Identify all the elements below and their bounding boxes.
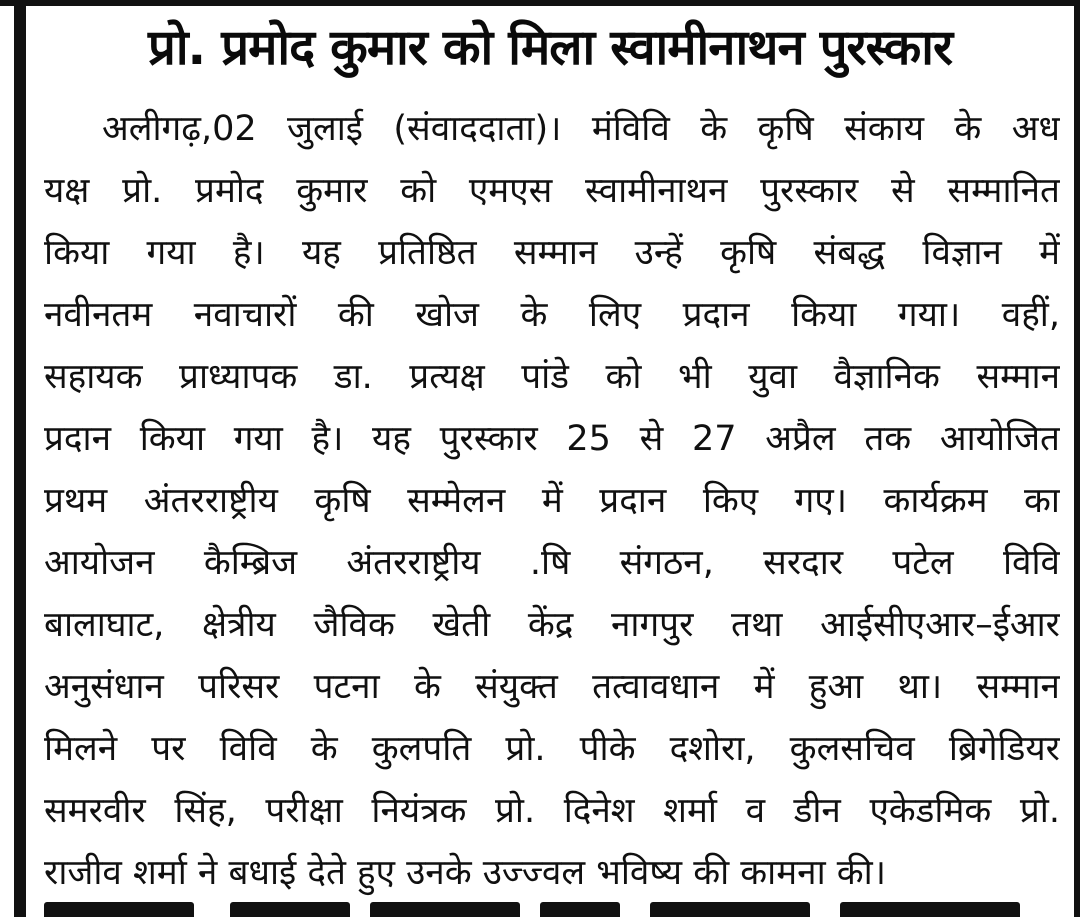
article-line: मिलने पर विवि के कुलपति प्रो. पीके दशोरा, कुलसचिव ब्रिगेडियर bbox=[44, 729, 1060, 769]
article-line: प्रदान किया गया है। यह पुरस्कार 25 से 27 अप्रैल तक आयोजित bbox=[44, 419, 1060, 459]
frame-right-border bbox=[1074, 0, 1080, 917]
article-line: सहायक प्राध्यापक डा. प्रत्यक्ष पांडे को भी युवा वैज्ञानिक सम्मान bbox=[44, 357, 1060, 397]
article-line: अलीगढ़,02 जुलाई (संवाददाता)। मंविवि के कृषि संकाय के अध bbox=[102, 109, 1060, 149]
article-line: किया गया है। यह प्रतिष्ठित सम्मान उन्हें कृषि संबद्ध विज्ञान में bbox=[44, 233, 1060, 273]
article-line: प्रथम अंतरराष्ट्रीय कृषि सम्मेलन में प्रदान किए गए। कार्यक्रम का bbox=[44, 481, 1060, 521]
article-line: अनुसंधान परिसर पटना के संयुक्त तत्वावधान में हुआ था। सम्मान bbox=[44, 667, 1060, 707]
article-line: राजीव शर्मा ने बधाई देते हुए उनके उज्ज्वल भविष्य की कामना की। bbox=[44, 853, 886, 893]
article-line: समरवीर सिंह, परीक्षा नियंत्रक प्रो. दिनेश शर्मा व डीन एकेडमिक प्रो. bbox=[44, 791, 1060, 831]
frame-top-border bbox=[0, 0, 1080, 6]
next-headline-cutoff bbox=[30, 890, 1070, 917]
cutoff-fragment bbox=[230, 902, 350, 917]
cutoff-fragment bbox=[44, 902, 194, 917]
article-line: आयोजन कैम्ब्रिज अंतरराष्ट्रीय .षि संगठन, सरदार पटेल विवि bbox=[44, 543, 1060, 583]
cutoff-fragment bbox=[650, 902, 810, 917]
article-body bbox=[44, 98, 1060, 904]
cutoff-fragment bbox=[370, 902, 520, 917]
article-line: बालाघाट, क्षेत्रीय जैविक खेती केंद्र नागपुर तथा आईसीएआर–ईआर bbox=[44, 605, 1060, 645]
cutoff-fragment bbox=[540, 902, 620, 917]
article-line: नवीनतम नवाचारों की खोज के लिए प्रदान किया गया। वहीं, bbox=[44, 295, 1060, 335]
frame-left-border bbox=[14, 0, 26, 917]
article-headline: प्रो. प्रमोद कुमार को मिला स्वामीनाथन पुरस्कार bbox=[147, 19, 952, 76]
article-line: यक्ष प्रो. प्रमोद कुमार को एमएस स्वामीनाथन पुरस्कार से सम्मानित bbox=[44, 171, 1060, 211]
cutoff-fragment bbox=[840, 902, 1020, 917]
